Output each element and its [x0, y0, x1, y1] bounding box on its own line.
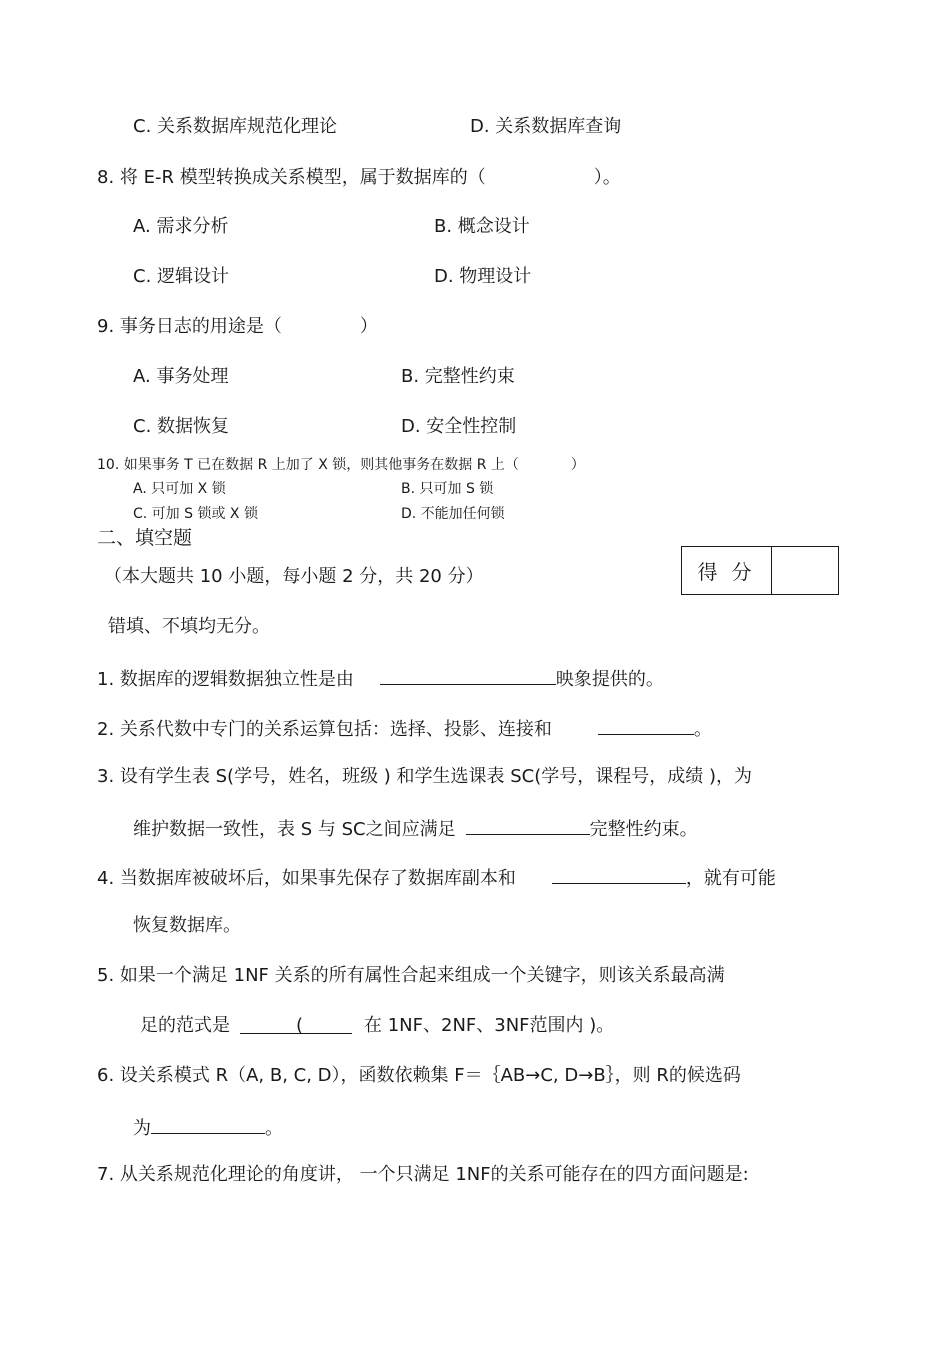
q10-option-a: A. 只可加 X 锁	[133, 481, 226, 497]
fill-q3-line1: 3. 设有学生表 S(学号，姓名，班级 ) 和学生选课表 SC(学号，课程号，成绩 )，为	[97, 766, 753, 787]
q9-option-a: A. 事务处理	[133, 366, 229, 387]
q10-stem-close: ）	[570, 457, 585, 473]
q10-stem-text: 10. 如果事务 T 已在数据 R 上加了 X 锁，则其他事务在数据 R 上（	[97, 457, 519, 473]
section-title: 二、填空题	[97, 527, 193, 549]
q10-option-c: C. 可加 S 锁或 X 锁	[133, 506, 258, 522]
fill-q6-blank[interactable]	[151, 1115, 265, 1134]
q8-stem-close: ）。	[593, 167, 621, 188]
q10-stem	[97, 456, 585, 474]
q7-option-c: C. 关系数据库规范化理论	[133, 116, 338, 137]
fill-q5-blank[interactable]	[240, 1015, 352, 1034]
fill-q2-text: 2. 关系代数中专门的关系运算包括：选择、投影、连接和	[97, 719, 552, 740]
section-note: 错填、不填均无分。	[108, 616, 270, 637]
fill-q1-text: 1. 数据库的逻辑数据独立性是由	[97, 669, 354, 690]
fill-q2-blank[interactable]	[598, 716, 694, 735]
fill-q2-tail: 。	[693, 719, 712, 740]
score-box	[681, 546, 839, 595]
fill-q5-paren: (	[296, 1015, 304, 1036]
fill-q3-line2	[133, 816, 698, 841]
fill-q4-text: 4. 当数据库被破坏后，如果事先保存了数据库副本和	[97, 868, 516, 889]
fill-q4-line2: 恢复数据库。	[133, 915, 241, 936]
fill-q4-tail: ，就有可能	[685, 868, 776, 889]
q10-option-d: D. 不能加任何锁	[401, 506, 505, 522]
q8-option-a: A. 需求分析	[133, 216, 229, 237]
q10-option-b: B. 只可加 S 锁	[401, 481, 494, 497]
fill-q4-line1	[97, 865, 776, 890]
fill-q6-line2	[133, 1115, 283, 1140]
fill-q3-blank[interactable]	[466, 816, 590, 835]
fill-q6-line1: 6. 设关系模式 R（A, B, C, D），函数依赖集 F＝｛AB→C, D→B｝，则 R的候选码	[97, 1065, 741, 1086]
q8-stem	[97, 167, 621, 189]
fill-q7-line1: 7. 从关系规范化理论的角度讲， 一个只满足 1NF的关系可能存在的四方面问题是:	[97, 1164, 749, 1185]
section-subtitle: （本大题共 10 小题，每小题 2 分，共 20 分）	[104, 566, 484, 587]
fill-q2	[97, 716, 712, 741]
q8-option-b: B. 概念设计	[434, 216, 530, 237]
q8-option-d: D. 物理设计	[434, 266, 532, 287]
q9-stem-close: ）	[359, 316, 378, 337]
q9-option-d: D. 安全性控制	[401, 416, 517, 437]
q9-option-c: C. 数据恢复	[133, 416, 230, 437]
fill-q6-tail: 。	[265, 1118, 283, 1139]
q9-stem	[97, 316, 378, 338]
fill-q1-blank[interactable]	[380, 666, 556, 685]
fill-q3-tail: 完整性约束。	[589, 819, 698, 840]
fill-q5-line2	[140, 1015, 614, 1037]
fill-q1-tail: 映象提供的。	[555, 669, 664, 690]
fill-q5-text: 足的范式是	[140, 1015, 230, 1036]
q8-stem-text: 8. 将 E-R 模型转换成关系模型，属于数据库的（	[97, 167, 486, 188]
fill-q3-text: 维护数据一致性，表 S 与 SC之间应满足	[133, 819, 456, 840]
fill-q5-tail: 在 1NF、2NF、3NF范围内 )。	[364, 1015, 615, 1036]
score-value-cell[interactable]	[772, 547, 838, 594]
fill-q4-blank[interactable]	[552, 865, 686, 884]
score-label: 得分	[682, 547, 772, 594]
fill-q5-line1: 5. 如果一个满足 1NF 关系的所有属性合起来组成一个关键字，则该关系最高满	[97, 965, 725, 986]
q9-option-b: B. 完整性约束	[401, 366, 515, 387]
q7-option-d: D. 关系数据库查询	[470, 116, 622, 137]
q8-option-c: C. 逻辑设计	[133, 266, 230, 287]
fill-q6-text: 为	[133, 1118, 151, 1139]
fill-q1	[97, 666, 664, 691]
q9-stem-text: 9. 事务日志的用途是（	[97, 316, 282, 337]
